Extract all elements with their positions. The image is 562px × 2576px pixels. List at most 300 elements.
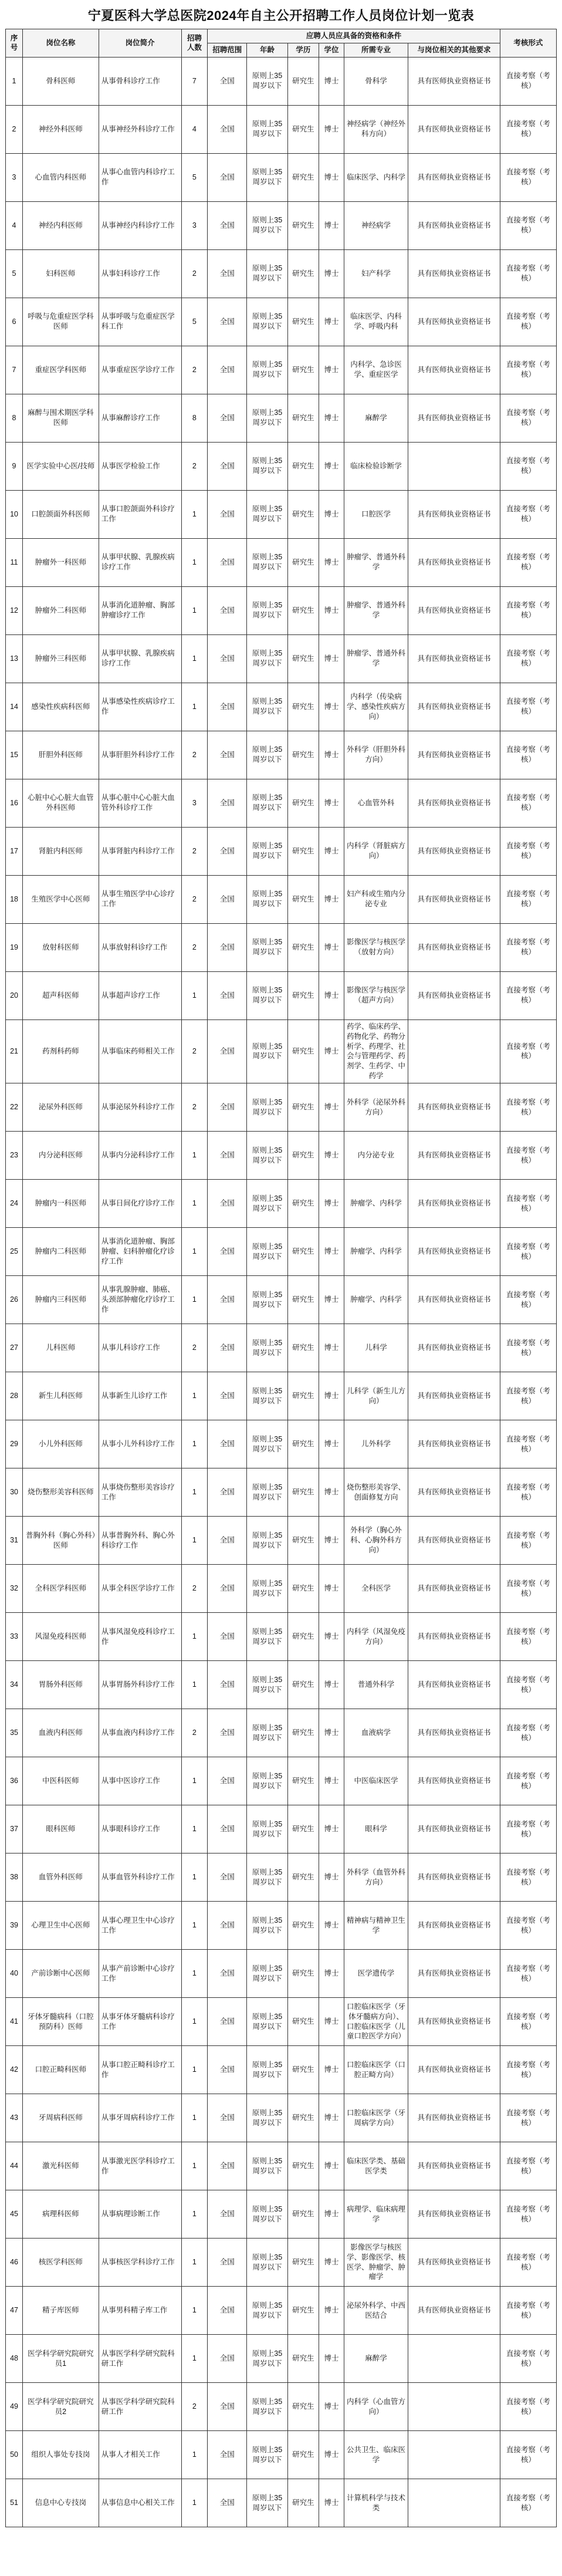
cell-degree: 博士 [319, 1709, 344, 1757]
cell-exam: 直接考察（考核） [500, 731, 556, 779]
cell-position-name: 神经外科医师 [23, 105, 99, 153]
cell-position-desc: 从事生殖医学中心诊疗工作 [99, 875, 181, 923]
cell-exam: 直接考察（考核） [500, 1420, 556, 1468]
cell-age: 原则上35周岁以下 [247, 1468, 287, 1517]
cell-major: 外科学（胸心外科、心胸外科方向） [344, 1517, 408, 1565]
cell-no: 18 [6, 875, 23, 923]
cell-degree: 博士 [319, 731, 344, 779]
cell-no: 16 [6, 779, 23, 827]
cell-position-name: 肿瘤内二科医师 [23, 1228, 99, 1276]
cell-age: 原则上35周岁以下 [247, 1709, 287, 1757]
cell-degree: 博士 [319, 490, 344, 538]
cell-exam: 直接考察（考核） [500, 2431, 556, 2479]
cell-count: 2 [181, 731, 208, 779]
cell-position-desc: 从事口腔正畸科诊疗工作 [99, 2046, 181, 2094]
cell-other-req: 具有医师执业资格证书 [408, 346, 500, 394]
cell-major: 口腔临床医学（牙周病学方向） [344, 2094, 408, 2142]
cell-other-req: 具有医师执业资格证书 [408, 683, 500, 731]
cell-age: 原则上35周岁以下 [247, 1132, 287, 1180]
cell-exam: 直接考察（考核） [500, 1998, 556, 2046]
cell-other-req: 具有医师执业资格证书 [408, 1132, 500, 1180]
table-row [6, 2046, 557, 2094]
cell-age: 原则上35周岁以下 [247, 2046, 287, 2094]
cell-major: 口腔临床医学（口腔正畸方向） [344, 2046, 408, 2094]
cell-degree: 博士 [319, 1083, 344, 1132]
cell-major: 泌尿外科学、中西医结合 [344, 2287, 408, 2335]
cell-exam: 直接考察（考核） [500, 1613, 556, 1661]
cell-education: 研究生 [287, 153, 319, 201]
cell-other-req: 具有医师执业资格证书 [408, 1709, 500, 1757]
cell-scope: 全国 [208, 2046, 247, 2094]
cell-age: 原则上35周岁以下 [247, 2094, 287, 2142]
cell-education: 研究生 [287, 2383, 319, 2431]
cell-position-name: 普胸外科（胸心外科）医师 [23, 1517, 99, 1565]
table-row [6, 827, 557, 875]
cell-age: 原则上35周岁以下 [247, 1853, 287, 1902]
table-row [6, 249, 557, 298]
cell-other-req: 具有医师执业资格证书 [408, 2142, 500, 2190]
cell-age: 原则上35周岁以下 [247, 1998, 287, 2046]
cell-scope: 全国 [208, 2431, 247, 2479]
cell-degree: 博士 [319, 1372, 344, 1420]
cell-no: 5 [6, 249, 23, 298]
cell-count: 1 [181, 1132, 208, 1180]
table-row [6, 2190, 557, 2239]
cell-position-name: 生殖医学中心医师 [23, 875, 99, 923]
table-row [6, 1019, 557, 1083]
cell-count: 1 [181, 1372, 208, 1420]
header-major: 所需专业 [344, 43, 408, 57]
table-row [6, 1132, 557, 1180]
cell-count: 1 [181, 1517, 208, 1565]
cell-education: 研究生 [287, 1083, 319, 1132]
cell-count: 1 [181, 1661, 208, 1709]
cell-age: 原则上35周岁以下 [247, 1661, 287, 1709]
cell-major: 临床医学类、基础医学类 [344, 2142, 408, 2190]
cell-education: 研究生 [287, 731, 319, 779]
cell-major: 外科学（血管外科方向） [344, 1853, 408, 1902]
cell-age: 原则上35周岁以下 [247, 298, 287, 346]
cell-scope: 全国 [208, 201, 247, 249]
cell-scope: 全国 [208, 2287, 247, 2335]
cell-no: 35 [6, 1709, 23, 1757]
cell-exam: 直接考察（考核） [500, 490, 556, 538]
table-row [6, 2335, 557, 2383]
cell-position-name: 放射科医师 [23, 923, 99, 971]
cell-exam: 直接考察（考核） [500, 683, 556, 731]
cell-scope: 全国 [208, 2094, 247, 2142]
cell-age: 原则上35周岁以下 [247, 1805, 287, 1853]
cell-no: 12 [6, 586, 23, 634]
cell-position-name: 肿瘤外一科医师 [23, 538, 99, 586]
cell-age: 原则上35周岁以下 [247, 1420, 287, 1468]
cell-position-desc: 从事小儿外科诊疗工作 [99, 1420, 181, 1468]
cell-count: 1 [181, 1613, 208, 1661]
cell-degree: 博士 [319, 2046, 344, 2094]
cell-exam: 直接考察（考核） [500, 923, 556, 971]
cell-position-name: 血管外科医师 [23, 1853, 99, 1902]
cell-education: 研究生 [287, 2287, 319, 2335]
cell-scope: 全国 [208, 442, 247, 490]
cell-major: 公共卫生、临床医学 [344, 2431, 408, 2479]
cell-no: 33 [6, 1613, 23, 1661]
cell-count: 1 [181, 2239, 208, 2287]
cell-scope: 全国 [208, 153, 247, 201]
cell-degree: 博士 [319, 1132, 344, 1180]
cell-exam: 直接考察（考核） [500, 346, 556, 394]
cell-age: 原则上35周岁以下 [247, 1565, 287, 1613]
cell-major: 临床医学、内科学、呼吸内科 [344, 298, 408, 346]
cell-position-desc: 从事病理诊断工作 [99, 2190, 181, 2239]
header-age: 年龄 [247, 43, 287, 57]
cell-no: 13 [6, 634, 23, 683]
page-title: 宁夏医科大学总医院2024年自主公开招聘工作人员岗位计划一览表 [87, 8, 475, 23]
table-row [6, 1420, 557, 1468]
header-desc: 岗位简介 [99, 29, 181, 58]
cell-count: 2 [181, 827, 208, 875]
cell-major: 肿瘤学、内科学 [344, 1228, 408, 1276]
table-body [6, 57, 557, 2527]
cell-count: 1 [181, 538, 208, 586]
cell-position-name: 泌尿外科医师 [23, 1083, 99, 1132]
cell-count: 8 [181, 394, 208, 442]
table-row [6, 1853, 557, 1902]
cell-degree: 博士 [319, 1517, 344, 1565]
cell-no: 15 [6, 731, 23, 779]
cell-exam: 直接考察（考核） [500, 2239, 556, 2287]
cell-no: 6 [6, 298, 23, 346]
cell-position-name: 风湿免疫科医师 [23, 1613, 99, 1661]
table-row [6, 1180, 557, 1228]
cell-age: 原则上35周岁以下 [247, 875, 287, 923]
cell-scope: 全国 [208, 1372, 247, 1420]
cell-position-desc: 从事肝胆外科诊疗工作 [99, 731, 181, 779]
table-row [6, 1083, 557, 1132]
cell-other-req: 具有医师执业资格证书 [408, 1757, 500, 1805]
cell-other-req: 具有医师执业资格证书 [408, 1372, 500, 1420]
cell-scope: 全国 [208, 538, 247, 586]
cell-no: 48 [6, 2335, 23, 2383]
cell-no: 44 [6, 2142, 23, 2190]
cell-exam: 直接考察（考核） [500, 2383, 556, 2431]
cell-position-desc: 从事放射科诊疗工作 [99, 923, 181, 971]
cell-position-name: 医学科学研究院研究员1 [23, 2335, 99, 2383]
cell-major: 精神病与精神卫生学 [344, 1902, 408, 1950]
cell-scope: 全国 [208, 249, 247, 298]
cell-other-req: 具有医师执业资格证书 [408, 1805, 500, 1853]
cell-position-name: 超声科医师 [23, 971, 99, 1019]
cell-education: 研究生 [287, 1709, 319, 1757]
cell-major: 内分泌专业 [344, 1132, 408, 1180]
header-no: 序号 [6, 29, 23, 58]
cell-position-desc: 从事新生儿诊疗工作 [99, 1372, 181, 1420]
table-row [6, 875, 557, 923]
table-row [6, 1372, 557, 1420]
cell-count: 3 [181, 779, 208, 827]
cell-age: 原则上35周岁以下 [247, 2190, 287, 2239]
cell-education: 研究生 [287, 2094, 319, 2142]
cell-position-desc: 从事呼吸与危重症医学科工作 [99, 298, 181, 346]
table-row [6, 1517, 557, 1565]
cell-degree: 博士 [319, 586, 344, 634]
cell-count: 1 [181, 2046, 208, 2094]
cell-scope: 全国 [208, 1019, 247, 1083]
cell-exam: 直接考察（考核） [500, 153, 556, 201]
cell-count: 1 [181, 2479, 208, 2527]
table-row [6, 57, 557, 105]
cell-scope: 全国 [208, 1180, 247, 1228]
cell-education: 研究生 [287, 586, 319, 634]
cell-count: 2 [181, 249, 208, 298]
cell-major: 内科学、急诊医学、重症医学 [344, 346, 408, 394]
cell-other-req: 具有医师执业资格证书 [408, 1324, 500, 1372]
cell-exam: 直接考察（考核） [500, 1228, 556, 1276]
cell-major: 妇产科或生殖内分泌专业 [344, 875, 408, 923]
cell-position-desc: 从事神经内科诊疗工作 [99, 201, 181, 249]
cell-no: 21 [6, 1019, 23, 1083]
cell-education: 研究生 [287, 1517, 319, 1565]
cell-no: 28 [6, 1372, 23, 1420]
cell-other-req: 具有医师执业资格证书 [408, 2094, 500, 2142]
cell-no: 20 [6, 971, 23, 1019]
cell-count: 1 [181, 1902, 208, 1950]
cell-age: 原则上35周岁以下 [247, 153, 287, 201]
cell-position-desc: 从事风湿免疫科诊疗工作 [99, 1613, 181, 1661]
cell-exam: 直接考察（考核） [500, 105, 556, 153]
cell-count: 2 [181, 1565, 208, 1613]
cell-count: 2 [181, 346, 208, 394]
cell-degree: 博士 [319, 1950, 344, 1998]
cell-major: 外科学（泌尿外科方向） [344, 1083, 408, 1132]
cell-no: 2 [6, 105, 23, 153]
cell-education: 研究生 [287, 1950, 319, 1998]
cell-scope: 全国 [208, 1517, 247, 1565]
table-row [6, 105, 557, 153]
cell-position-name: 口腔颌面外科医师 [23, 490, 99, 538]
cell-position-desc: 从事激光医学科诊疗工作 [99, 2142, 181, 2190]
cell-degree: 博士 [319, 1468, 344, 1517]
cell-count: 1 [181, 2094, 208, 2142]
cell-major: 影像医学与核医学、影像医学、核医学、肿瘤学、肿瘤学 [344, 2239, 408, 2287]
cell-age: 原则上35周岁以下 [247, 1902, 287, 1950]
table-row [6, 1950, 557, 1998]
cell-education: 研究生 [287, 442, 319, 490]
cell-other-req: 具有医师执业资格证书 [408, 1517, 500, 1565]
cell-count: 3 [181, 201, 208, 249]
cell-count: 1 [181, 2287, 208, 2335]
cell-exam: 直接考察（考核） [500, 538, 556, 586]
table-row [6, 153, 557, 201]
cell-exam: 直接考察（考核） [500, 2142, 556, 2190]
table-row [6, 1565, 557, 1613]
cell-exam: 直接考察（考核） [500, 249, 556, 298]
cell-major: 眼科学 [344, 1805, 408, 1853]
cell-education: 研究生 [287, 1372, 319, 1420]
cell-position-name: 妇科医师 [23, 249, 99, 298]
cell-education: 研究生 [287, 538, 319, 586]
cell-major: 临床检验诊断学 [344, 442, 408, 490]
cell-age: 原则上35周岁以下 [247, 346, 287, 394]
cell-degree: 博士 [319, 298, 344, 346]
cell-other-req: 具有医师执业资格证书 [408, 1083, 500, 1132]
cell-scope: 全国 [208, 827, 247, 875]
cell-count: 2 [181, 442, 208, 490]
cell-position-name: 麻醉与围术期医学科医师 [23, 394, 99, 442]
cell-degree: 博士 [319, 249, 344, 298]
cell-exam: 直接考察（考核） [500, 779, 556, 827]
cell-position-name: 口腔正畸科医师 [23, 2046, 99, 2094]
cell-count: 5 [181, 153, 208, 201]
cell-age: 原则上35周岁以下 [247, 779, 287, 827]
cell-other-req: 具有医师执业资格证书 [408, 2287, 500, 2335]
cell-scope: 全国 [208, 779, 247, 827]
cell-degree: 博士 [319, 394, 344, 442]
cell-education: 研究生 [287, 2335, 319, 2383]
cell-major: 医学遗传学 [344, 1950, 408, 1998]
cell-education: 研究生 [287, 634, 319, 683]
cell-education: 研究生 [287, 346, 319, 394]
cell-no: 9 [6, 442, 23, 490]
cell-major: 肿瘤学、普通外科学 [344, 586, 408, 634]
cell-other-req: 具有医师执业资格证书 [408, 2239, 500, 2287]
cell-no: 41 [6, 1998, 23, 2046]
cell-position-desc: 从事甲状腺、乳腺疾病诊疗工作 [99, 634, 181, 683]
cell-age: 原则上35周岁以下 [247, 1228, 287, 1276]
cell-major: 口腔临床医学（牙体牙髓病方向）、口腔临床医学（儿童口腔医学方向） [344, 1998, 408, 2046]
cell-degree: 博士 [319, 683, 344, 731]
cell-age: 原则上35周岁以下 [247, 683, 287, 731]
table-row [6, 1276, 557, 1324]
cell-age: 原则上35周岁以下 [247, 2335, 287, 2383]
cell-exam: 直接考察（考核） [500, 1757, 556, 1805]
table-row [6, 2431, 557, 2479]
cell-exam: 直接考察（考核） [500, 2094, 556, 2142]
cell-scope: 全国 [208, 394, 247, 442]
cell-age: 原则上35周岁以下 [247, 1324, 287, 1372]
cell-no: 39 [6, 1902, 23, 1950]
cell-degree: 博士 [319, 346, 344, 394]
cell-education: 研究生 [287, 1019, 319, 1083]
cell-scope: 全国 [208, 586, 247, 634]
cell-exam: 直接考察（考核） [500, 1565, 556, 1613]
cell-degree: 博士 [319, 634, 344, 683]
cell-count: 1 [181, 1805, 208, 1853]
cell-education: 研究生 [287, 1805, 319, 1853]
cell-age: 原则上35周岁以下 [247, 731, 287, 779]
cell-education: 研究生 [287, 249, 319, 298]
cell-count: 2 [181, 2383, 208, 2431]
cell-age: 原则上35周岁以下 [247, 1517, 287, 1565]
cell-education: 研究生 [287, 2239, 319, 2287]
cell-position-desc: 从事麻醉诊疗工作 [99, 394, 181, 442]
cell-count: 2 [181, 1709, 208, 1757]
cell-other-req: 具有医师执业资格证书 [408, 105, 500, 153]
table-row [6, 538, 557, 586]
cell-exam: 直接考察（考核） [500, 634, 556, 683]
cell-major: 血液病学 [344, 1709, 408, 1757]
header-name: 岗位名称 [23, 29, 99, 58]
table-row [6, 634, 557, 683]
cell-degree: 博士 [319, 1324, 344, 1372]
cell-position-desc: 从事妇科诊疗工作 [99, 249, 181, 298]
cell-no: 46 [6, 2239, 23, 2287]
cell-position-name: 烧伤整形美容科医师 [23, 1468, 99, 1517]
cell-position-desc: 从事信息中心相关工作 [99, 2479, 181, 2527]
table-row [6, 1324, 557, 1372]
cell-no: 32 [6, 1565, 23, 1613]
cell-education: 研究生 [287, 2190, 319, 2239]
cell-age: 原则上35周岁以下 [247, 923, 287, 971]
cell-degree: 博士 [319, 1228, 344, 1276]
table-row [6, 731, 557, 779]
cell-other-req: 具有医师执业资格证书 [408, 1950, 500, 1998]
cell-no: 31 [6, 1517, 23, 1565]
cell-other-req: 具有医师执业资格证书 [408, 490, 500, 538]
cell-scope: 全国 [208, 2142, 247, 2190]
table-row [6, 2239, 557, 2287]
cell-position-desc: 从事感染性疾病诊疗工作 [99, 683, 181, 731]
cell-exam: 直接考察（考核） [500, 1950, 556, 1998]
cell-position-name: 核医学科医师 [23, 2239, 99, 2287]
cell-no: 19 [6, 923, 23, 971]
cell-other-req: 具有医师执业资格证书 [408, 1613, 500, 1661]
cell-exam: 直接考察（考核） [500, 1853, 556, 1902]
cell-major: 临床医学、内科学 [344, 153, 408, 201]
cell-position-name: 病理科医师 [23, 2190, 99, 2239]
cell-other-req: 具有医师执业资格证书 [408, 1276, 500, 1324]
cell-position-name: 组织人事处专技岗 [23, 2431, 99, 2479]
cell-education: 研究生 [287, 105, 319, 153]
cell-no: 7 [6, 346, 23, 394]
cell-scope: 全国 [208, 1902, 247, 1950]
cell-no: 42 [6, 2046, 23, 2094]
cell-position-desc: 从事烧伤整形美容诊疗工作 [99, 1468, 181, 1517]
cell-education: 研究生 [287, 1420, 319, 1468]
cell-count: 2 [181, 1324, 208, 1372]
cell-scope: 全国 [208, 1950, 247, 1998]
cell-count: 1 [181, 1853, 208, 1902]
cell-position-name: 医学实验中心医/技师 [23, 442, 99, 490]
cell-exam: 直接考察（考核） [500, 971, 556, 1019]
cell-scope: 全国 [208, 634, 247, 683]
cell-exam: 直接考察（考核） [500, 1324, 556, 1372]
cell-degree: 博士 [319, 827, 344, 875]
table-row [6, 2094, 557, 2142]
cell-major: 病理学、临床病理学 [344, 2190, 408, 2239]
cell-major: 肿瘤学、内科学 [344, 1276, 408, 1324]
cell-age: 原则上35周岁以下 [247, 1372, 287, 1420]
cell-education: 研究生 [287, 1132, 319, 1180]
table-row [6, 2287, 557, 2335]
cell-position-name: 肿瘤内一科医师 [23, 1180, 99, 1228]
cell-age: 原则上35周岁以下 [247, 827, 287, 875]
cell-position-name: 肿瘤外二科医师 [23, 586, 99, 634]
table-row [6, 683, 557, 731]
table-row [6, 201, 557, 249]
cell-no: 51 [6, 2479, 23, 2527]
cell-scope: 全国 [208, 1468, 247, 1517]
cell-position-name: 神经内科医师 [23, 201, 99, 249]
cell-position-name: 肿瘤内三科医师 [23, 1276, 99, 1324]
cell-no: 36 [6, 1757, 23, 1805]
cell-other-req: 具有医师执业资格证书 [408, 1902, 500, 1950]
cell-count: 1 [181, 490, 208, 538]
cell-major: 中医临床医学 [344, 1757, 408, 1805]
cell-degree: 博士 [319, 2142, 344, 2190]
header-exam: 考核形式 [500, 29, 556, 58]
cell-count: 1 [181, 2190, 208, 2239]
cell-other-req: 具有医师执业资格证书 [408, 634, 500, 683]
